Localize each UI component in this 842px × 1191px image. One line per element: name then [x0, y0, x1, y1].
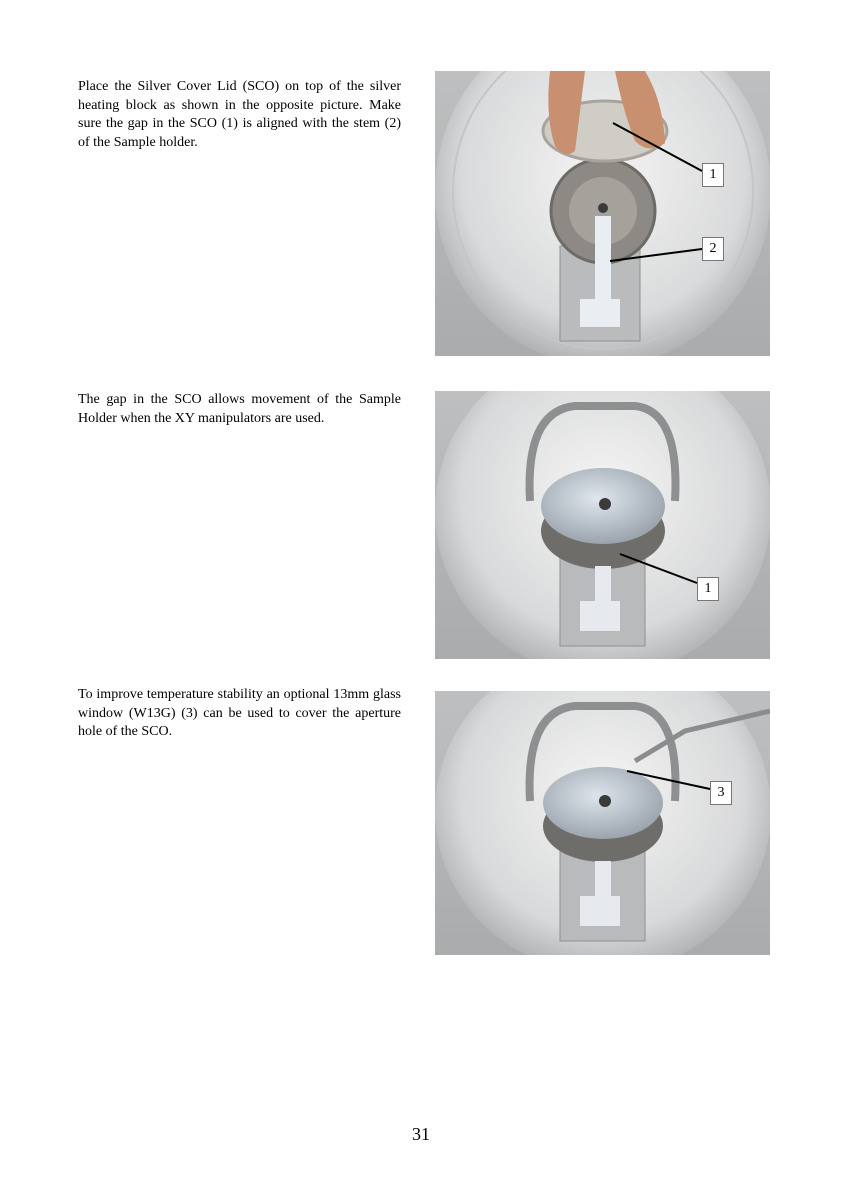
callout-3: 3 [710, 781, 732, 805]
photo-sco-placement [435, 71, 770, 356]
photo-glass-window [435, 691, 770, 955]
photo-sco-gap [435, 391, 770, 659]
callout-2: 2 [702, 237, 724, 261]
callout-1: 1 [702, 163, 724, 187]
paragraph-place-sco: Place the Silver Cover Lid (SCO) on top of the silver heating block as shown in the opposite picture. Make sure the gap in the SCO (1) is aligned with the stem (2) of the Sample holder. [78, 79, 401, 150]
paragraph-glass-window: To improve temperature stability an optional 13mm glass window (W13G) (3) can be used to cover the aperture hole of the SCO. [78, 687, 401, 740]
callout-1: 1 [697, 577, 719, 601]
page-number: 31 [412, 1124, 430, 1144]
paragraph-gap-sco: The gap in the SCO allows movement of the Sample Holder when the XY manipulators are used. [78, 392, 401, 426]
